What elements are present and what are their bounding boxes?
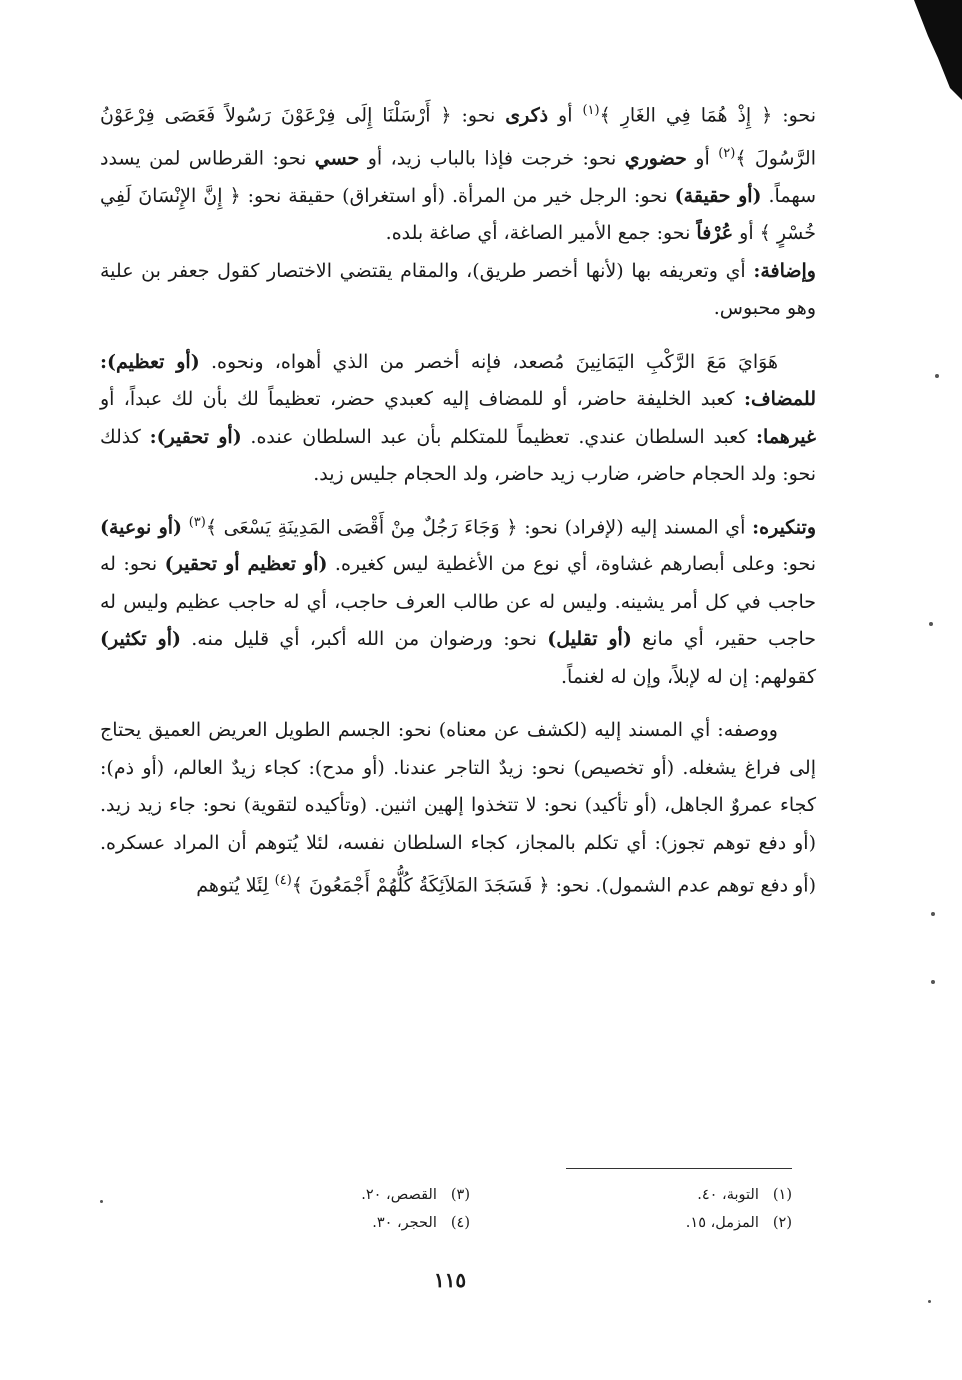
text-run: كذلك نحو: ولد الحجام حاضر، ضارب زيد حاضر، ولد الحجام جليس زيد. (100, 425, 816, 486)
bold-term: للمضاف: (743, 388, 816, 411)
bold-term: وإضافة: (753, 259, 816, 282)
footnote-number: (٢) (772, 1215, 792, 1231)
footnote-4 (372, 1210, 470, 1236)
footnote-number: (١) (772, 1187, 792, 1203)
text-run: نحو: القرطاس لمن يسدد سهماً. (100, 147, 817, 207)
scan-corner-mark (842, 0, 962, 110)
bold-term: وتنكيره: (752, 515, 816, 538)
text-run (182, 516, 189, 538)
text-run: نحو: ﴿ إِذْ هُمَا فِي الغَارِ ﴾ (599, 104, 816, 127)
footnote-ref: (١) (582, 103, 600, 118)
text-run: نحو: الرجل خير من المرأة. (أو استغراق) حقيقة نحو: ﴿ إِنَّ الإِنْسَانَ لَفِي خُسْرٍ ﴾ أو (100, 184, 816, 245)
paragraph (100, 504, 816, 697)
text-run: نحو: له حاجب في كل أمر يشينه. وليس له عن طالب العرف حاجب، أي له حاجب عظيم وليس له حاجب حقير، أي مانع (100, 553, 816, 651)
footnote-number: (٤) (450, 1215, 470, 1231)
text-run: أو (686, 147, 719, 170)
text-run: أي المسند إليه (لإفراد) نحو: ﴿ وَجَاءَ رَجُلٌ مِنْ أَقْصَى المَدِينَةِ يَسْعَى ﴾ (205, 515, 753, 538)
text-run: أي وتعريفه بها (لأنها أخصر طريق)، والمقام يقتضي الاختصار كقول جعفر بن علية وهو محبوس. (100, 259, 816, 320)
text-run: كقولهم: إن له لإبلاً، وإن له لغنماً. (561, 665, 816, 688)
text-run: هَوَايَ مَعَ الرَّكْبِ اليَمَانِينَ مُصعد، فإنه أخصر من الذي أهواه، ونحوه. (199, 350, 778, 373)
bold-term: حسي (314, 147, 360, 170)
footnote-text: المزمل، ١٥. (685, 1215, 759, 1231)
text-run: ووصفه: أي المسند إليه (لكشف عن معناه) نحو: الجسم الطويل العريض العميق يحتاج إلى فراغ يشغله. (أو تخصيص) نحو: زيدٌ التاجر عندنا. (أو مدح): كجاء زيدٌ العالم، (أو ذم): كجاء عمروٌ الجاهل، (أو تأكيد) نحو: لا تتخذوا إلهين اثنين. (وتأكيده لتقوية) نحو: جاء زيد زيد. (أو دفع توهم تجوز): أي تكلم بالمجاز، كجاء السلطان نفسه، لئلا يُتوهم أن المراد عسكره. (أو دفع توهم عدم الشمول). نحو: ﴿ فَسَجَدَ المَلاَئِكَةُ كُلُّهُمْ أَجْمَعُونَ ﴾ (100, 719, 816, 897)
body-text (100, 92, 816, 905)
scan-speck (931, 980, 935, 984)
paragraph (100, 712, 816, 905)
bold-term: غيرهما: (756, 425, 816, 448)
text-run: كعبد الخليفة حاضر، أو للمضاف إليه كعبدي حضر، تعظيماً لك بأن لك عبداً، أو (100, 388, 744, 411)
scan-speck (935, 374, 939, 378)
bold-term: (أو تعظيم): (100, 350, 200, 373)
bold-term: (أو تكثير) (100, 628, 181, 651)
footnote-rule (566, 1168, 792, 1169)
footnote-text: الحجر، ٣٠. (372, 1215, 437, 1231)
footnote-1 (697, 1182, 792, 1208)
paragraph (100, 344, 816, 494)
bold-term: (أو تقليل) (547, 628, 632, 651)
bold-term: (أو تعظيم أو تحقير) (164, 553, 328, 576)
page-number: ١١٥ (433, 1268, 467, 1292)
footnote-2 (686, 1210, 792, 1236)
footnote-ref: (٣) (188, 514, 206, 530)
text-run: أو (548, 104, 583, 127)
footnote-ref: (٢) (718, 145, 736, 161)
bold-term: ذكرى (505, 104, 549, 127)
text-run: نحو: جمع الأمير الصاغة، أي صاغة بلده. (385, 222, 697, 245)
scan-speck (100, 1200, 103, 1203)
footnote-text: القصص، ٢٠. (361, 1187, 437, 1203)
scan-speck (931, 912, 935, 916)
footnote-ref: (٤) (274, 873, 292, 889)
paragraph (100, 92, 816, 253)
bold-term: (أو تحقير): (149, 425, 242, 448)
bold-term: عُرْفاً (696, 222, 734, 245)
text-run: لِئَلا يُتوهم (196, 874, 275, 897)
text-run: نحو: وعلى أبصارهم غشاوة، أي نوع من الأغطية ليس كغيره. (327, 553, 817, 576)
footnote-number: (٣) (450, 1187, 470, 1203)
paragraph (100, 253, 816, 328)
text-run: نحو: خرجت فإذا بالباب زيد، أو (359, 147, 625, 170)
scan-speck (928, 1300, 931, 1303)
footnote-3 (361, 1182, 470, 1208)
footnote-text: التوبة، ٤٠. (697, 1187, 759, 1203)
text-run: نحو: ورضوان من الله أكبر، أي قليل منه. (181, 628, 548, 651)
text-run: نحو: ﴿ أَرْسَلْنَا إِلَى فِرْعَوْنَ رَسُولاً فَعَصَى فِرْعَوْنُ الرَّسُولَ ﴾ (100, 104, 817, 170)
bold-term: حضوري (624, 147, 687, 170)
bold-term: (أو نوعية) (100, 515, 183, 538)
text-run: كعبد السلطان عندي. تعظيماً للمتكلم بأن عبد السلطان عنده. (241, 425, 757, 448)
scan-speck (929, 622, 933, 626)
bold-term: (أو حقيقة) (674, 184, 762, 207)
